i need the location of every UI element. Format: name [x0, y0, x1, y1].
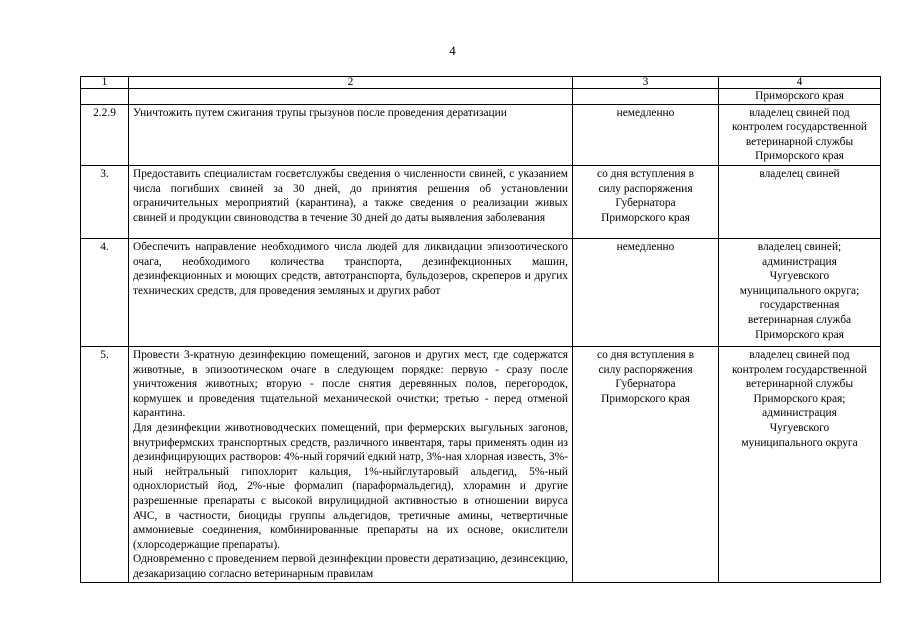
responsible-line: контролем государственной [731, 121, 868, 134]
column-header-2: 2 [129, 77, 573, 89]
responsible-line: муниципального округа; [739, 284, 860, 297]
deadline-cell [573, 346, 719, 583]
measure-paragraph: Для дезинфекции животноводческих помещений, при фермерских выгульных загонов, внутрифермских транспортных средств, различного инвентаря, тары применять один из дезинфицирующих растворов: 4%-ный горячий едкий натр, 3%-ная хлорная известь, 3%-ный нейтральный гипохлорит кальция, 1%-ныйглутаровый альдегид, 5%-ный однохлористый йод, 2%-ные формалип (параформальдегид), хлорамин и другие разрешенные препараты с высокой вирулицидной активностью в отношении вируса АЧС, в частности, биоциды группы альдегидов, третичные амины, четвертичные аммониевые соединения, комбинированные препараты на их основе, окислители (хлорсодержащие препараты). [133, 421, 568, 551]
deadline-line: Губернатора [615, 197, 676, 210]
responsible-cell [719, 346, 881, 583]
responsible-line: ветеринарной службы [745, 378, 854, 391]
deadline-cell [573, 104, 719, 165]
table-row [81, 346, 881, 583]
responsible-line: контролем государственной [731, 363, 868, 376]
table-row [81, 238, 881, 346]
responsible-line: Приморского края [755, 150, 844, 163]
responsible-line: владелец свиней под [749, 348, 850, 361]
responsible-line: владелец свиней [759, 167, 840, 180]
responsible-line: ветеринарная служба [747, 313, 852, 326]
responsible-line: администрация [762, 255, 837, 268]
column-header-row [81, 77, 881, 89]
deadline-line: силу распоряжения [598, 363, 693, 376]
responsible-line: ветеринарной службы [745, 135, 854, 148]
responsible-cell [719, 238, 881, 346]
deadline-line: со дня вступления в [597, 167, 694, 180]
responsible-line: Приморского края [755, 90, 844, 102]
deadline-line: немедленно [616, 106, 675, 119]
measures-table [80, 76, 881, 583]
deadline-line: немедленно [616, 240, 675, 253]
responsible-line: владелец свиней под [749, 106, 850, 119]
responsible-line: Чугуевского [769, 421, 830, 434]
responsible-cell [719, 89, 881, 105]
table-row [81, 89, 881, 105]
responsible-cell [719, 165, 881, 238]
measure-text [129, 346, 573, 583]
measure-paragraph: Провести 3-кратную дезинфекцию помещений, загонов и других мест, где содержатся животные, в эпизоотическом очаге в следующем порядке: первую - сразу после уничтожения животных; вторую - после снятия деревянных полов, перегородок, кормушек и проведения тщательной механической очистки; третью - перед отменой карантина. [133, 348, 568, 420]
measure-text [129, 238, 573, 346]
deadline-line: Приморского края [601, 211, 690, 224]
responsible-line: государственная [759, 299, 840, 312]
row-number: 5. [81, 346, 129, 583]
column-header-3: 3 [573, 77, 719, 89]
page-number: 4 [449, 43, 456, 58]
row-number: 3. [81, 165, 129, 238]
deadline-line: Губернатора [615, 378, 676, 391]
deadline-line: Приморского края [601, 392, 690, 405]
responsible-line: Приморского края; [753, 392, 846, 405]
measure-paragraph: Одновременно с проведением первой дезинфекции провести дератизацию, дезинсекцию, дезакаризацию согласно ветеринарным правилам [133, 553, 568, 580]
deadline-cell [573, 89, 719, 105]
responsible-line: владелец свиней; [757, 240, 842, 253]
table-row [81, 104, 881, 165]
row-number [81, 89, 129, 105]
deadline-line: силу распоряжения [598, 182, 693, 195]
column-header-1: 1 [81, 77, 129, 89]
deadline-cell [573, 165, 719, 238]
responsible-line: администрация [762, 407, 837, 420]
row-number: 2.2.9 [81, 104, 129, 165]
column-header-4: 4 [719, 77, 881, 89]
deadline-line: со дня вступления в [597, 348, 694, 361]
measure-text [129, 89, 573, 105]
responsible-line: Приморского края [755, 328, 844, 341]
measure-text [129, 104, 573, 165]
measure-text [129, 165, 573, 238]
deadline-cell [573, 238, 719, 346]
measure-paragraph: Обеспечить направление необходимого числа людей для ликвидации эпизоотического очага, необходимого количества транспорта, дезинфекционных машин, дезинфекционных и моющих средств, автотранспорта, бульдозеров, скреперов и других технических средств, для проведения земляных и других работ [133, 240, 568, 297]
measure-paragraph: Уничтожить путем сжигания трупы грызунов после проведения дератизации [133, 106, 507, 119]
responsible-line: Чугуевского [769, 270, 830, 283]
responsible-line: муниципального округа [741, 436, 858, 449]
measure-paragraph: Предоставить специалистам госветслужбы сведения о численности свиней, с указанием числа погибших свиней за 30 дней, до принятия решения об установлении ограничительных мероприятий (карантина), а также сведения о реализации живых свиней и продукции свиноводства в течение 30 дней до даты выявления заболевания [133, 167, 568, 224]
row-number: 4. [81, 238, 129, 346]
table-row [81, 165, 881, 238]
responsible-cell [719, 104, 881, 165]
